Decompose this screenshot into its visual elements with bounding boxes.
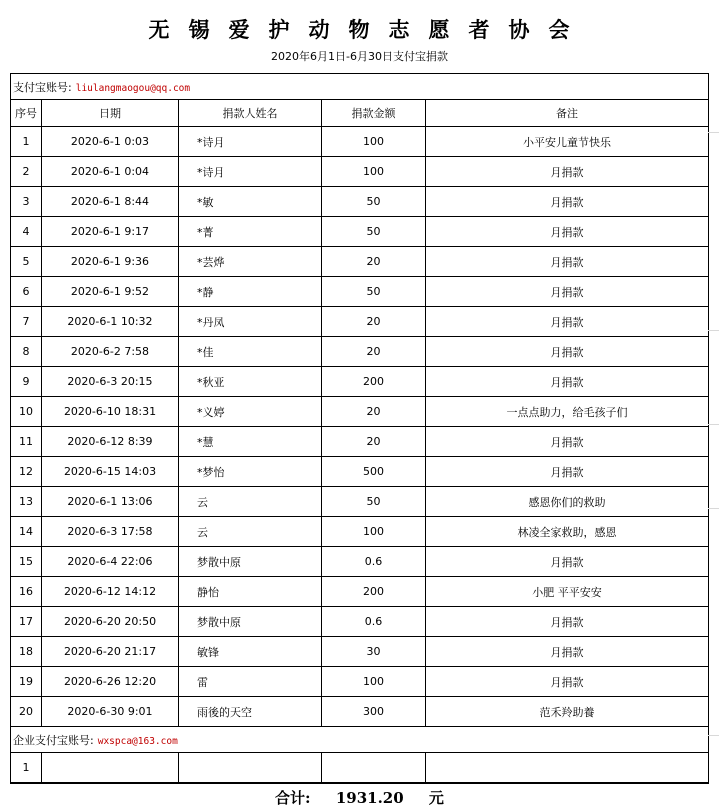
cell-note: 范禾羚助養: [426, 697, 709, 727]
sheet-gridline: [708, 735, 719, 736]
cell-date: 2020-6-30 9:01: [42, 697, 179, 727]
cell-note: 小肥 平平安安: [426, 577, 709, 607]
table-row: [11, 157, 709, 187]
header-date: 日期: [42, 100, 179, 127]
cell-note: 小平安儿童节快乐: [426, 127, 709, 157]
cell-amount: [322, 753, 426, 784]
cell-amount: 20: [322, 397, 426, 427]
cell-no: 14: [11, 517, 42, 547]
cell-no: 10: [11, 397, 42, 427]
cell-date: 2020-6-1 9:36: [42, 247, 179, 277]
title-char: 者: [468, 17, 491, 42]
table-row: [11, 547, 709, 577]
cell-date: 2020-6-10 18:31: [42, 397, 179, 427]
cell-no: 4: [11, 217, 42, 247]
cell-name: 敏锋: [179, 637, 322, 667]
corp-account-row: [11, 727, 709, 753]
table-row: [11, 427, 709, 457]
cell-note: 林凌全家救助，感恩: [426, 517, 709, 547]
cell-amount: 20: [322, 337, 426, 367]
cell-amount: 0.6: [322, 547, 426, 577]
cell-note: [426, 753, 709, 784]
table-row: [11, 753, 709, 784]
cell-note: 月捐款: [426, 427, 709, 457]
title-char: 动: [308, 17, 331, 42]
cell-name: *佳: [179, 337, 322, 367]
cell-amount: 50: [322, 487, 426, 517]
cell-name: *梦怡: [179, 457, 322, 487]
cell-no: 16: [11, 577, 42, 607]
cell-amount: 300: [322, 697, 426, 727]
cell-date: 2020-6-1 0:04: [42, 157, 179, 187]
cell-amount: 30: [322, 637, 426, 667]
cell-no: 13: [11, 487, 42, 517]
page-subtitle: 2020年6月1日-6月30日支付宝捐款: [271, 50, 448, 63]
cell-no: 9: [11, 367, 42, 397]
cell-name: *芸烨: [179, 247, 322, 277]
cell-name: *秋亚: [179, 367, 322, 397]
cell-amount: 20: [322, 247, 426, 277]
cell-no: 18: [11, 637, 42, 667]
table-row: [11, 697, 709, 727]
table-row: [11, 187, 709, 217]
sheet-gridline: [708, 508, 719, 509]
cell-name: *丹凤: [179, 307, 322, 337]
cell-no: 5: [11, 247, 42, 277]
sheet-gridline: [708, 424, 719, 425]
header-note: 备注: [426, 100, 709, 127]
cell-no: 19: [11, 667, 42, 697]
cell-no: 17: [11, 607, 42, 637]
cell-no: 1: [11, 127, 42, 157]
title-char: 会: [548, 17, 571, 42]
header-no: 序号: [11, 100, 42, 127]
cell-amount: 100: [322, 667, 426, 697]
cell-note: 月捐款: [426, 607, 709, 637]
cell-date: 2020-6-2 7:58: [42, 337, 179, 367]
cell-no: 20: [11, 697, 42, 727]
cell-note: 月捐款: [426, 277, 709, 307]
cell-amount: 50: [322, 187, 426, 217]
sheet-gridline: [708, 132, 719, 133]
cell-name: *诗月: [179, 127, 322, 157]
cell-note: 月捐款: [426, 637, 709, 667]
cell-name: 云: [179, 517, 322, 547]
cell-name: *义婷: [179, 397, 322, 427]
cell-name: *诗月: [179, 157, 322, 187]
header-name: 捐款人姓名: [179, 100, 322, 127]
alipay-account-row: [11, 74, 709, 100]
alipay-account-email: liulangmaogou@qq.com: [75, 82, 191, 94]
cell-amount: 20: [322, 307, 426, 337]
cell-no: 2: [11, 157, 42, 187]
cell-date: 2020-6-3 17:58: [42, 517, 179, 547]
cell-amount: 20: [322, 427, 426, 457]
cell-note: 月捐款: [426, 157, 709, 187]
table-row: [11, 667, 709, 697]
cell-note: 月捐款: [426, 187, 709, 217]
total-line: [0, 787, 719, 808]
cell-date: 2020-6-1 8:44: [42, 187, 179, 217]
cell-note: 感恩你们的救助: [426, 487, 709, 517]
cell-amount: 200: [322, 577, 426, 607]
total-label: 合计:: [275, 789, 311, 807]
cell-amount: 100: [322, 157, 426, 187]
table-row: [11, 307, 709, 337]
cell-date: 2020-6-26 12:20: [42, 667, 179, 697]
cell-no: 6: [11, 277, 42, 307]
table-row: [11, 457, 709, 487]
title-char: 锡: [188, 17, 211, 42]
table-row: [11, 217, 709, 247]
table-row: [11, 397, 709, 427]
cell-note: 月捐款: [426, 367, 709, 397]
corp-account-email: wxspca@163.com: [97, 735, 178, 747]
alipay-account-label: 支付宝账号:: [13, 80, 72, 94]
title-char: 爱: [228, 17, 251, 42]
table-row: [11, 577, 709, 607]
cell-note: 月捐款: [426, 247, 709, 277]
cell-note: 月捐款: [426, 307, 709, 337]
cell-date: [42, 753, 179, 784]
cell-date: 2020-6-15 14:03: [42, 457, 179, 487]
cell-amount: 0.6: [322, 607, 426, 637]
table-row: [11, 127, 709, 157]
cell-date: 2020-6-4 22:06: [42, 547, 179, 577]
cell-date: 2020-6-12 14:12: [42, 577, 179, 607]
cell-no: 1: [11, 753, 42, 784]
cell-name: 静怡: [179, 577, 322, 607]
total-amount: 1931.20: [335, 789, 404, 807]
cell-date: 2020-6-1 0:03: [42, 127, 179, 157]
cell-no: 15: [11, 547, 42, 577]
cell-amount: 100: [322, 517, 426, 547]
cell-no: 7: [11, 307, 42, 337]
cell-date: 2020-6-1 10:32: [42, 307, 179, 337]
cell-note: 月捐款: [426, 547, 709, 577]
table-row: [11, 607, 709, 637]
table-row: [11, 517, 709, 547]
cell-date: 2020-6-12 8:39: [42, 427, 179, 457]
cell-name: *慧: [179, 427, 322, 457]
cell-date: 2020-6-20 21:17: [42, 637, 179, 667]
cell-name: 云: [179, 487, 322, 517]
cell-name: *静: [179, 277, 322, 307]
title-char: 护: [268, 17, 291, 42]
title-char: 协: [508, 17, 531, 42]
cell-name: *菁: [179, 217, 322, 247]
cell-name: 梦散中原: [179, 547, 322, 577]
cell-amount: 100: [322, 127, 426, 157]
cell-no: 12: [11, 457, 42, 487]
table-row: [11, 337, 709, 367]
cell-date: 2020-6-20 20:50: [42, 607, 179, 637]
cell-date: 2020-6-1 9:17: [42, 217, 179, 247]
cell-name: 雨後的天空: [179, 697, 322, 727]
cell-name: *敏: [179, 187, 322, 217]
header-amount: 捐款金额: [322, 100, 426, 127]
cell-date: 2020-6-1 9:52: [42, 277, 179, 307]
sheet-gridline: [708, 330, 719, 331]
cell-note: 月捐款: [426, 667, 709, 697]
cell-name: [179, 753, 322, 784]
cell-amount: 500: [322, 457, 426, 487]
cell-note: 月捐款: [426, 217, 709, 247]
cell-amount: 50: [322, 217, 426, 247]
cell-no: 11: [11, 427, 42, 457]
corp-account-label: 企业支付宝账号:: [13, 733, 94, 747]
title-char: 愿: [428, 17, 451, 42]
cell-date: 2020-6-1 13:06: [42, 487, 179, 517]
title-char: 志: [388, 17, 411, 42]
cell-date: 2020-6-3 20:15: [42, 367, 179, 397]
cell-no: 3: [11, 187, 42, 217]
table-row: [11, 637, 709, 667]
table-header-row: [11, 100, 709, 127]
table-row: [11, 487, 709, 517]
donation-table: [10, 73, 709, 784]
cell-amount: 50: [322, 277, 426, 307]
cell-note: 一点点助力，给毛孩子们: [426, 397, 709, 427]
page-title: [0, 14, 719, 44]
table-row: [11, 367, 709, 397]
cell-name: 梦散中原: [179, 607, 322, 637]
title-char: 无: [148, 17, 171, 42]
cell-amount: 200: [322, 367, 426, 397]
title-char: 物: [348, 17, 371, 42]
table-row: [11, 277, 709, 307]
cell-no: 8: [11, 337, 42, 367]
total-unit: 元: [428, 789, 444, 807]
cell-name: 雷: [179, 667, 322, 697]
cell-note: 月捐款: [426, 337, 709, 367]
cell-note: 月捐款: [426, 457, 709, 487]
table-row: [11, 247, 709, 277]
